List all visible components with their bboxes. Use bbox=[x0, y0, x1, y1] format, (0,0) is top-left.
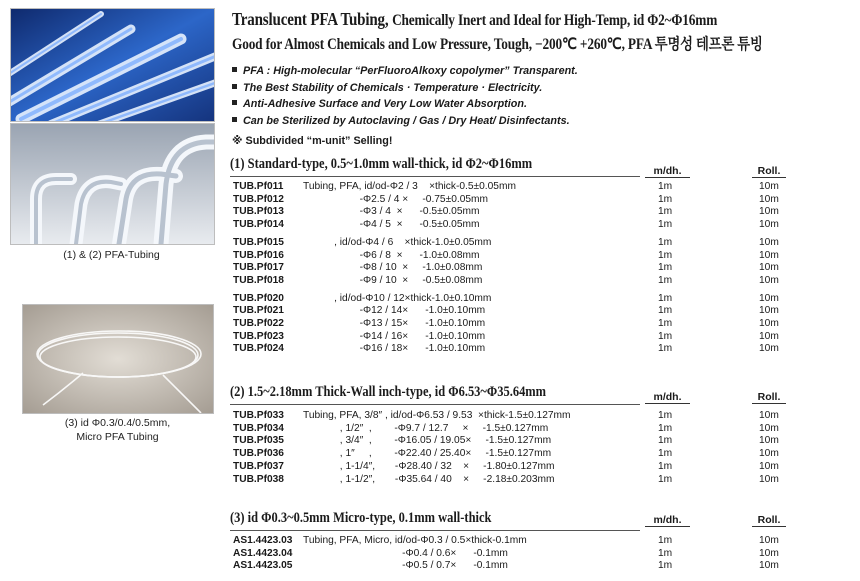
cell-code: TUB.Pf038 bbox=[233, 473, 284, 485]
bullet-square-icon bbox=[232, 117, 237, 122]
page-subtitle: Good for Almost Chemicals and Low Pressure, Tough, −200℃ +260℃, PFA 투명성 테프론 튜빙 bbox=[232, 36, 763, 53]
cell-roll: 10m bbox=[759, 535, 779, 546]
cell-roll: 10m bbox=[759, 330, 779, 342]
cell-roll: 10m bbox=[759, 249, 779, 261]
cell-roll: 10m bbox=[759, 181, 779, 192]
cell-unit: 1m bbox=[658, 560, 673, 572]
cell-desc: , 1-1/4″, -Φ28.40 / 32 × -1.80±0.127mm bbox=[303, 460, 555, 472]
table-row bbox=[0, 535, 860, 548]
cell-roll: 10m bbox=[759, 274, 779, 286]
cell-desc: -Φ13 / 15× -1.0±0.10mm bbox=[303, 318, 486, 329]
cell-code: TUB.Pf017 bbox=[233, 262, 284, 274]
cell-code: TUB.Pf022 bbox=[233, 318, 284, 329]
cell-roll: 10m bbox=[759, 262, 779, 274]
section-heading-standard: (1) Standard-type, 0.5~1.0mm wall-thick, id Φ2~Φ16mm bbox=[230, 156, 533, 172]
page-title bbox=[232, 9, 717, 30]
cell-unit: 1m bbox=[658, 219, 673, 231]
cell-unit: 1m bbox=[658, 236, 673, 248]
table-row bbox=[0, 219, 860, 232]
table-row bbox=[0, 331, 860, 344]
section-heading-inch: (2) 1.5~2.18mm Thick-Wall inch-type, id Φ6.53~Φ35.64mm bbox=[230, 384, 547, 400]
cell-unit: 1m bbox=[658, 422, 673, 434]
cell-roll: 10m bbox=[759, 193, 779, 205]
bullet-square-icon bbox=[232, 84, 237, 89]
cell-code: TUB.Pf018 bbox=[233, 274, 284, 286]
cell-code: TUB.Pf033 bbox=[233, 410, 284, 421]
table-row bbox=[0, 410, 860, 423]
cell-code: TUB.Pf013 bbox=[233, 206, 284, 218]
cell-code: TUB.Pf035 bbox=[233, 435, 284, 447]
photo-pfa-tubes-blue bbox=[10, 8, 215, 122]
table-row bbox=[0, 206, 860, 219]
subdivided-note: ※ Subdivided “m-unit” Selling! bbox=[232, 135, 393, 147]
cell-roll: 10m bbox=[759, 448, 779, 460]
cell-desc: -Φ16 / 18× -1.0±0.10mm bbox=[303, 343, 486, 355]
cell-roll: 10m bbox=[759, 343, 779, 355]
cell-code: TUB.Pf023 bbox=[233, 330, 284, 342]
cell-desc: , 1/2″ , -Φ9.7 / 12.7 × -1.5±0.127mm bbox=[303, 422, 549, 434]
cell-desc: , 1-1/2″, -Φ35.64 / 40 × -2.18±0.203mm bbox=[303, 473, 555, 485]
section-divider bbox=[230, 176, 640, 177]
cell-unit: 1m bbox=[658, 318, 673, 329]
cell-desc: -Φ6 / 8 × -1.0±0.08mm bbox=[303, 249, 480, 261]
table-row bbox=[0, 181, 860, 194]
page-title-rest: Chemically Inert and Ideal for High-Temp, id Φ2~Φ16mm bbox=[392, 12, 718, 29]
pfa-tubes-illustration bbox=[11, 9, 214, 121]
feature-list bbox=[232, 63, 578, 129]
table-row bbox=[0, 474, 860, 487]
column-header-unit: m/dh. bbox=[645, 165, 690, 178]
column-header-roll: Roll. bbox=[752, 391, 786, 404]
feature-item: The Best Stability of Chemicals · Temperature · Electricity. bbox=[232, 80, 578, 97]
cell-desc: -Φ12 / 14× -1.0±0.10mm bbox=[303, 305, 486, 317]
cell-unit: 1m bbox=[658, 448, 673, 460]
table-row bbox=[0, 435, 860, 448]
cell-unit: 1m bbox=[658, 410, 673, 421]
cell-unit: 1m bbox=[658, 473, 673, 485]
cell-desc: , id/od-Φ4 / 6 ×thick-1.0±0.05mm bbox=[303, 236, 492, 248]
cell-code: TUB.Pf036 bbox=[233, 448, 284, 460]
cell-unit: 1m bbox=[658, 181, 673, 192]
cell-desc: , 3/4″ , -Φ16.05 / 19.05× -1.5±0.127mm bbox=[303, 435, 552, 447]
cell-code: TUB.Pf034 bbox=[233, 422, 284, 434]
table-row bbox=[0, 262, 860, 275]
cell-code: TUB.Pf037 bbox=[233, 460, 284, 472]
table-row bbox=[0, 237, 860, 250]
section-divider bbox=[230, 404, 640, 405]
cell-roll: 10m bbox=[759, 460, 779, 472]
cell-unit: 1m bbox=[658, 343, 673, 355]
cell-roll: 10m bbox=[759, 305, 779, 317]
cell-desc: Tubing, PFA, id/od-Φ2 / 3 ×thick-0.5±0.05mm bbox=[303, 181, 516, 192]
table-row bbox=[0, 250, 860, 263]
cell-unit: 1m bbox=[658, 274, 673, 286]
column-header-unit: m/dh. bbox=[645, 391, 690, 404]
cell-desc: , id/od-Φ10 / 12×thick-1.0±0.10mm bbox=[303, 292, 492, 304]
cell-code: TUB.Pf020 bbox=[233, 292, 284, 304]
cell-code: AS1.4423.05 bbox=[233, 560, 293, 572]
table-row bbox=[0, 293, 860, 306]
cell-unit: 1m bbox=[658, 193, 673, 205]
section-divider bbox=[230, 530, 640, 531]
table-row bbox=[0, 275, 860, 288]
cell-desc: -Φ2.5 / 4 × -0.75±0.05mm bbox=[303, 193, 488, 205]
table-row bbox=[0, 423, 860, 436]
column-header-roll: Roll. bbox=[752, 165, 786, 178]
cell-desc: Tubing, PFA, 3/8″ , id/od-Φ6.53 / 9.53 ×thick-1.5±0.127mm bbox=[303, 410, 571, 421]
cell-roll: 10m bbox=[759, 473, 779, 485]
cell-desc: -Φ0.5 / 0.7× -0.1mm bbox=[303, 560, 508, 572]
feature-item: PFA : High-molecular “PerFluoroAlkoxy copolymer” Transparent. bbox=[232, 63, 578, 80]
cell-unit: 1m bbox=[658, 249, 673, 261]
cell-unit: 1m bbox=[658, 435, 673, 447]
cell-desc: , 1″ , -Φ22.40 / 25.40× -1.5±0.127mm bbox=[303, 448, 552, 460]
section-heading-micro: (3) id Φ0.3~0.5mm Micro-type, 0.1mm wall-thick bbox=[230, 510, 492, 526]
cell-code: TUB.Pf016 bbox=[233, 249, 284, 261]
cell-roll: 10m bbox=[759, 547, 779, 559]
cell-roll: 10m bbox=[759, 560, 779, 572]
cell-unit: 1m bbox=[658, 460, 673, 472]
cell-unit: 1m bbox=[658, 262, 673, 274]
bullet-square-icon bbox=[232, 67, 237, 72]
cell-roll: 10m bbox=[759, 292, 779, 304]
photo3-caption-line2: Micro PFA Tubing bbox=[76, 431, 159, 443]
table-row bbox=[0, 448, 860, 461]
cell-code: TUB.Pf014 bbox=[233, 219, 284, 231]
table-row bbox=[0, 560, 860, 573]
cell-desc: -Φ14 / 16× -1.0±0.10mm bbox=[303, 330, 486, 342]
cell-roll: 10m bbox=[759, 236, 779, 248]
cell-unit: 1m bbox=[658, 330, 673, 342]
cell-code: TUB.Pf011 bbox=[233, 181, 284, 192]
feature-item: Can be Sterilized by Autoclaving / Gas / Dry Heat/ Disinfectants. bbox=[232, 113, 578, 130]
page-title-main: Translucent PFA Tubing, bbox=[232, 9, 389, 29]
column-header-roll: Roll. bbox=[752, 514, 786, 527]
cell-unit: 1m bbox=[658, 206, 673, 218]
cell-roll: 10m bbox=[759, 422, 779, 434]
cell-desc: -Φ8 / 10 × -1.0±0.08mm bbox=[303, 262, 483, 274]
cell-code: TUB.Pf015 bbox=[233, 236, 284, 248]
feature-item: Anti-Adhesive Surface and Very Low Water Absorption. bbox=[232, 96, 578, 113]
cell-roll: 10m bbox=[759, 318, 779, 329]
cell-unit: 1m bbox=[658, 547, 673, 559]
cell-code: AS1.4423.04 bbox=[233, 547, 293, 559]
cell-desc: -Φ4 / 5 × -0.5±0.05mm bbox=[303, 219, 480, 231]
cell-desc: Tubing, PFA, Micro, id/od-Φ0.3 / 0.5×thick-0.1mm bbox=[303, 535, 527, 546]
bullet-square-icon bbox=[232, 100, 237, 105]
cell-unit: 1m bbox=[658, 305, 673, 317]
table-row bbox=[0, 194, 860, 207]
table-row bbox=[0, 343, 860, 356]
column-header-unit: m/dh. bbox=[645, 514, 690, 527]
photo12-caption: (1) & (2) PFA-Tubing bbox=[63, 249, 160, 261]
table-row bbox=[0, 461, 860, 474]
cell-roll: 10m bbox=[759, 435, 779, 447]
photo3-caption-line1: (3) id Φ0.3/0.4/0.5mm, bbox=[64, 417, 171, 429]
cell-unit: 1m bbox=[658, 292, 673, 304]
table-row bbox=[0, 548, 860, 561]
table-row bbox=[0, 305, 860, 318]
cell-code: AS1.4423.03 bbox=[233, 535, 293, 546]
cell-roll: 10m bbox=[759, 410, 779, 421]
cell-desc: -Φ9 / 10 × -0.5±0.08mm bbox=[303, 274, 483, 286]
cell-desc: -Φ0.4 / 0.6× -0.1mm bbox=[303, 547, 508, 559]
cell-desc: -Φ3 / 4 × -0.5±0.05mm bbox=[303, 206, 480, 218]
cell-code: TUB.Pf021 bbox=[233, 305, 284, 317]
cell-roll: 10m bbox=[759, 206, 779, 218]
cell-code: TUB.Pf024 bbox=[233, 343, 284, 355]
cell-unit: 1m bbox=[658, 535, 673, 546]
cell-roll: 10m bbox=[759, 219, 779, 231]
cell-code: TUB.Pf012 bbox=[233, 193, 284, 205]
table-row bbox=[0, 318, 860, 331]
